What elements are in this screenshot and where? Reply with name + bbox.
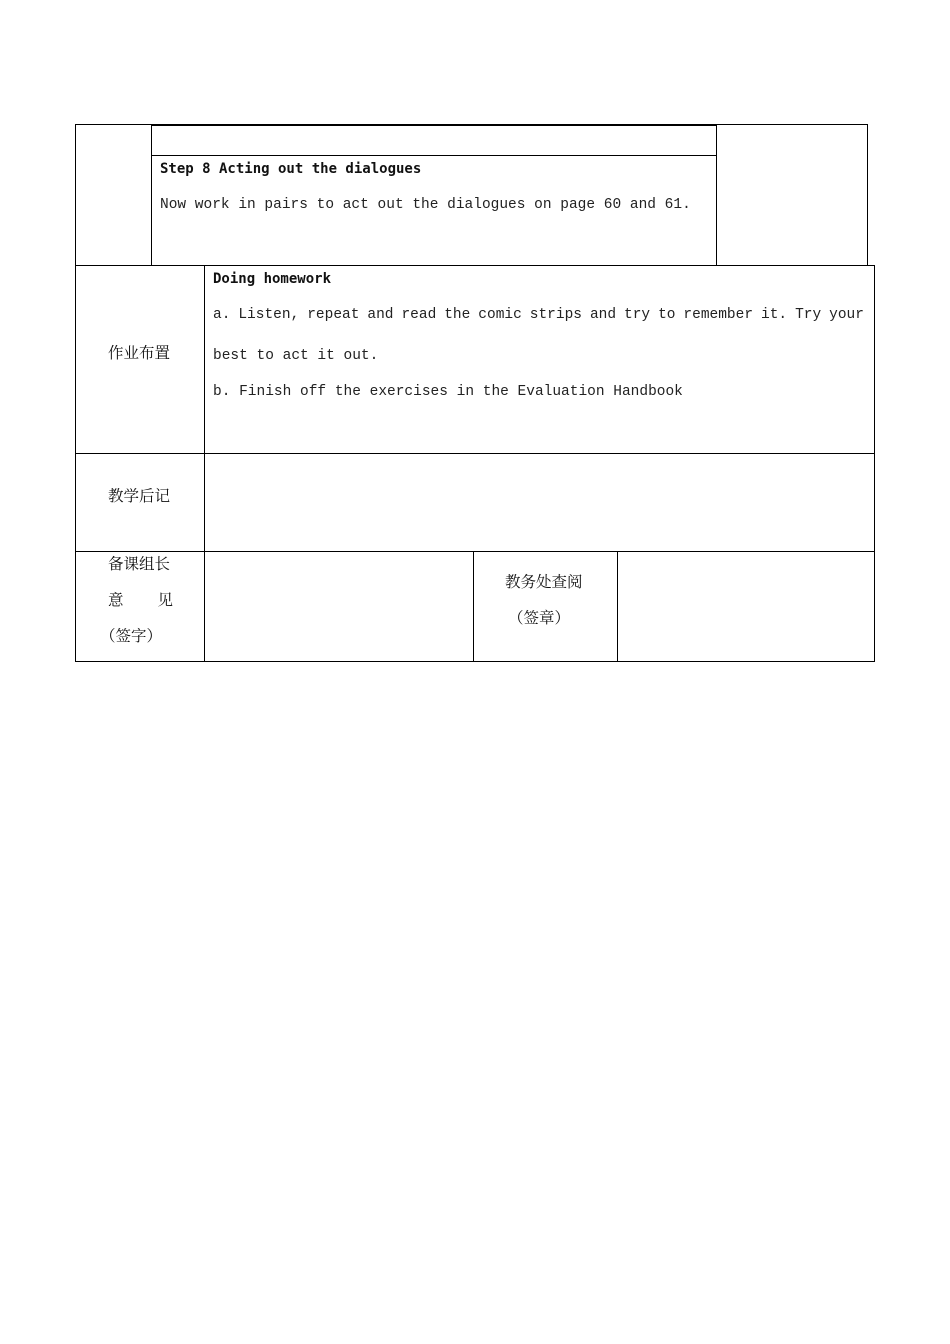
reflection-label: 教学后记 — [108, 487, 171, 505]
word: Try — [795, 307, 822, 323]
step8-body: Now work in pairs to act out the dialogues on page 60 and 61. — [160, 197, 691, 213]
leader-opinion-label-line1: 备课组长 — [108, 555, 171, 573]
char: 意 — [108, 591, 124, 609]
word: strips — [529, 307, 582, 323]
word: your — [829, 307, 864, 323]
grid-line — [75, 551, 875, 552]
leader-opinion-label-line2 — [108, 591, 173, 609]
grid-line — [867, 124, 868, 266]
char: 见 — [157, 591, 173, 609]
grid-line — [75, 265, 875, 266]
word: comic — [478, 307, 522, 323]
word: it. — [761, 307, 788, 323]
word: and — [589, 307, 617, 323]
word: to — [658, 307, 676, 323]
grid-line — [617, 551, 618, 662]
homework-title: Doing homework — [213, 271, 332, 287]
grid-line — [151, 155, 717, 156]
grid-line — [75, 124, 76, 266]
homework-item-a-line2: best to act it out. — [213, 348, 379, 364]
grid-line — [75, 661, 875, 662]
leader-signature-label: （签字） — [100, 627, 163, 645]
homework-item-a-line1 — [213, 306, 864, 324]
word: the — [444, 307, 471, 323]
step8-title: Step 8 Acting out the dialogues — [160, 161, 422, 177]
grid-line — [473, 551, 474, 662]
homework-item-b: b. Finish off the exercises in the Evaluation Handbook — [213, 384, 683, 400]
word: a. — [213, 307, 231, 323]
office-review-label: 教务处查阅 — [505, 573, 583, 591]
word: and — [367, 307, 394, 323]
grid-line — [75, 453, 875, 454]
word: read — [401, 307, 437, 323]
grid-line — [204, 265, 205, 662]
grid-line — [874, 265, 875, 662]
word: try — [624, 307, 651, 323]
grid-line — [151, 125, 717, 126]
office-stamp-label: （签章） — [508, 609, 571, 627]
homework-label: 作业布置 — [108, 344, 171, 362]
word: remember — [683, 307, 754, 323]
word: repeat — [307, 307, 360, 323]
word: Listen, — [238, 307, 300, 323]
grid-line — [75, 265, 76, 662]
grid-line — [151, 125, 152, 266]
grid-line — [716, 125, 717, 266]
